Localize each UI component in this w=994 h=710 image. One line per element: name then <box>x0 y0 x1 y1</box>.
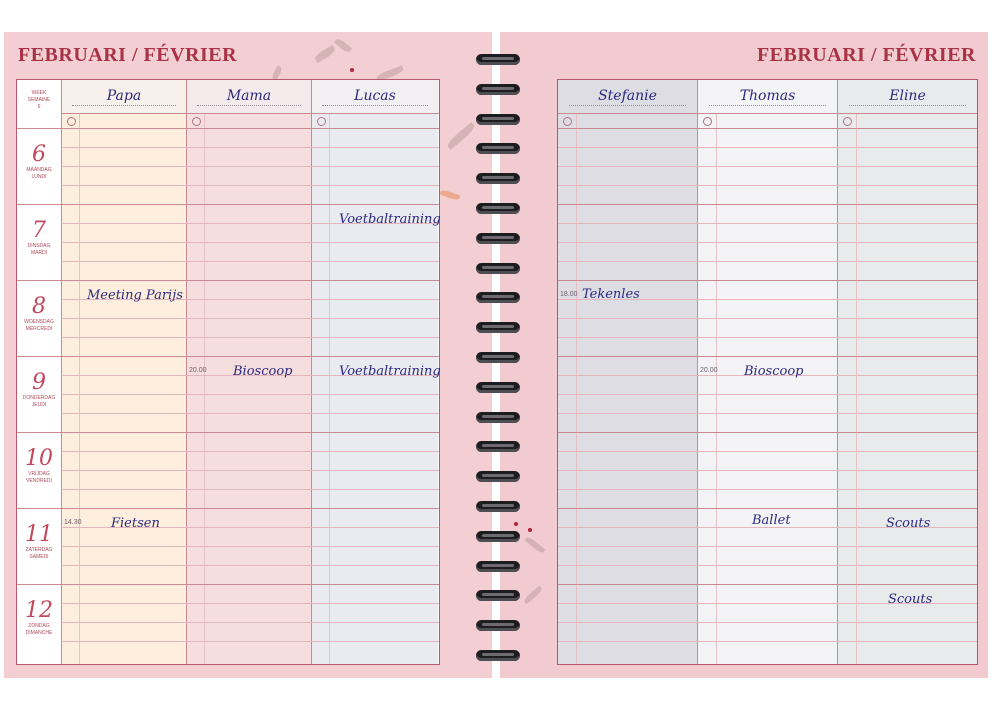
ring-icon <box>476 650 520 661</box>
spiral-ring <box>476 441 520 455</box>
ruled-line <box>61 413 439 414</box>
day-name-nl: ZATERDAG <box>25 547 53 553</box>
ring-icon <box>476 471 520 482</box>
day-name-fr: DIMANCHE <box>25 630 53 636</box>
ruled-line <box>558 394 977 395</box>
divider <box>186 80 187 664</box>
ruled-line <box>61 147 439 148</box>
right-page <box>500 32 988 678</box>
spiral-ring <box>476 471 520 485</box>
day-divider <box>17 356 439 357</box>
ruled-line <box>558 641 977 642</box>
day-number: 10 <box>25 446 53 471</box>
ruled-line <box>61 470 439 471</box>
column-name-papa: Papa <box>62 88 186 108</box>
divider <box>697 80 698 664</box>
entry-eline-sunday[interactable]: Scouts <box>888 592 933 607</box>
entry-mama-thursday[interactable]: Bioscoop <box>233 364 293 379</box>
right-page-title: FEBRUARI / FÉVRIER <box>756 44 976 66</box>
ruled-line <box>558 470 977 471</box>
day-divider <box>17 432 439 433</box>
clock-icon <box>843 117 852 126</box>
ruled-line <box>558 622 977 623</box>
ruled-line <box>61 185 439 186</box>
week-label-nl: WEEK <box>31 90 47 96</box>
day-name-fr: SAMEDI <box>29 554 49 560</box>
ruled-line <box>558 489 977 490</box>
week-number: 6 <box>37 104 41 110</box>
day-divider <box>17 204 439 205</box>
ruled-line <box>61 394 439 395</box>
spiral-ring <box>476 620 520 634</box>
ring-icon <box>476 173 520 184</box>
ruled-line <box>61 261 439 262</box>
day-label <box>17 280 61 356</box>
header-divider <box>61 113 439 114</box>
spiral-ring <box>476 412 520 426</box>
leaf-decoration <box>313 45 336 63</box>
entry-papa-wednesday[interactable]: Meeting Parijs <box>87 288 183 303</box>
stefanie-column <box>558 80 697 664</box>
left-page-title: FEBRUARI / FÉVRIER <box>18 44 238 66</box>
spiral-ring <box>476 54 520 68</box>
time-papa-saturday: 14.30 <box>64 519 82 526</box>
day-label <box>17 204 61 280</box>
column-name-mama: Mama <box>187 88 311 108</box>
ruled-line <box>61 546 439 547</box>
ruled-line <box>61 242 439 243</box>
day-divider <box>558 432 977 433</box>
day-number: 7 <box>32 218 46 243</box>
ring-icon <box>476 590 520 601</box>
ruled-line <box>558 413 977 414</box>
ruled-line <box>558 337 977 338</box>
time-stefanie-wednesday: 18.00 <box>560 291 578 298</box>
berry-decoration <box>528 528 532 532</box>
time-divider <box>716 113 717 664</box>
day-number: 6 <box>32 142 46 167</box>
spiral-ring <box>476 114 520 128</box>
day-name-fr: VENDREDI <box>26 478 52 484</box>
time-divider <box>576 113 577 664</box>
ruled-line <box>558 318 977 319</box>
ring-icon <box>476 561 520 572</box>
spiral-ring <box>476 233 520 247</box>
divider <box>837 80 838 664</box>
clock-icon <box>563 117 572 126</box>
ring-icon <box>476 501 520 512</box>
column-name-stefanie: Stefanie <box>558 88 697 108</box>
time-divider <box>204 113 205 664</box>
day-label <box>17 432 61 508</box>
spiral-ring <box>476 352 520 366</box>
day-label <box>17 508 61 584</box>
column-name-eline: Eline <box>838 88 977 108</box>
week-label <box>17 80 61 128</box>
spiral-ring <box>476 292 520 306</box>
time-divider <box>79 113 80 664</box>
spiral-ring <box>476 501 520 515</box>
ruled-line <box>558 166 977 167</box>
ruled-line <box>61 337 439 338</box>
day-label <box>17 584 61 660</box>
entry-thomas-thursday[interactable]: Bioscoop <box>744 364 804 379</box>
ruled-line <box>558 565 977 566</box>
clock-icon <box>67 117 76 126</box>
spiral-ring <box>476 322 520 336</box>
entry-papa-saturday[interactable]: Fietsen <box>111 516 160 531</box>
ruled-line <box>558 147 977 148</box>
leaf-decoration <box>440 189 461 201</box>
spiral-ring <box>476 263 520 277</box>
leaf-decoration <box>525 536 546 555</box>
berry-decoration <box>514 522 518 526</box>
clock-icon <box>192 117 201 126</box>
day-divider <box>558 584 977 585</box>
ruled-line <box>61 166 439 167</box>
ring-icon <box>476 54 520 65</box>
spiral-ring <box>476 173 520 187</box>
ring-icon <box>476 263 520 274</box>
spiral-ring <box>476 203 520 217</box>
clock-icon <box>703 117 712 126</box>
ruled-line <box>61 622 439 623</box>
time-thomas-thursday: 20.00 <box>700 367 718 374</box>
eline-column <box>838 80 977 664</box>
spiral-ring <box>476 84 520 98</box>
leaf-decoration <box>523 586 544 605</box>
ruled-line <box>61 489 439 490</box>
day-name-fr: JEUDI <box>31 402 47 408</box>
spiral-ring <box>476 561 520 575</box>
day-number: 9 <box>32 370 46 395</box>
column-name-thomas: Thomas <box>698 88 837 108</box>
day-divider <box>17 280 439 281</box>
ring-icon <box>476 531 520 542</box>
time-divider <box>329 113 330 664</box>
ruled-line <box>558 223 977 224</box>
day-divider <box>558 280 977 281</box>
ruled-line <box>558 185 977 186</box>
entry-lucas-thursday[interactable]: Voetbaltraining <box>339 364 441 379</box>
ruled-line <box>61 451 439 452</box>
berry-decoration <box>350 68 354 72</box>
ruled-line <box>558 242 977 243</box>
spiral-ring <box>476 650 520 664</box>
day-name-fr: MARDI <box>30 250 48 256</box>
ruled-line <box>61 603 439 604</box>
ring-icon <box>476 84 520 95</box>
column-name-lucas: Lucas <box>312 88 438 108</box>
ring-icon <box>476 143 520 154</box>
ring-icon <box>476 203 520 214</box>
day-name-nl: MAANDAG <box>26 167 52 173</box>
ruled-line <box>558 546 977 547</box>
day-name-nl: VRIJDAG <box>28 471 50 477</box>
time-divider <box>856 113 857 664</box>
divider <box>311 80 312 664</box>
leaf-decoration <box>445 122 476 150</box>
ring-icon <box>476 352 520 363</box>
spiral-ring <box>476 382 520 396</box>
ring-icon <box>476 233 520 244</box>
day-name-nl: DONDERDAG <box>22 395 56 401</box>
divider <box>61 80 62 664</box>
day-divider <box>558 204 977 205</box>
entry-eline-saturday[interactable]: Scouts <box>886 516 931 531</box>
day-label <box>17 128 61 204</box>
header-bottom <box>17 128 439 129</box>
day-divider <box>558 508 977 509</box>
ring-icon <box>476 292 520 303</box>
ring-icon <box>476 620 520 631</box>
day-name-nl: DINSDAG <box>27 243 51 249</box>
leaf-decoration <box>334 37 352 54</box>
day-divider <box>17 584 439 585</box>
ruled-line <box>558 451 977 452</box>
time-mama-thursday: 20.00 <box>189 367 207 374</box>
ring-icon <box>476 382 520 393</box>
spiral-ring <box>476 590 520 604</box>
day-name-nl: WOENSDAG <box>24 319 54 325</box>
day-name-nl: ZONDAG <box>28 623 50 629</box>
papa-column <box>62 80 186 664</box>
right-planner-grid <box>557 79 978 665</box>
day-name-fr: LUNDI <box>31 174 47 180</box>
header-divider <box>558 113 977 114</box>
ring-icon <box>476 441 520 452</box>
ring-icon <box>476 412 520 423</box>
day-label <box>17 356 61 432</box>
ruled-line <box>61 318 439 319</box>
ring-icon <box>476 114 520 125</box>
week-label-fr: SEMAINE <box>27 97 51 103</box>
left-page <box>4 32 492 678</box>
spiral-ring <box>476 143 520 157</box>
left-planner-grid <box>16 79 440 665</box>
day-divider <box>17 508 439 509</box>
spiral-ring <box>476 531 520 545</box>
ruled-line <box>61 565 439 566</box>
clock-icon <box>317 117 326 126</box>
day-number: 11 <box>25 522 53 547</box>
entry-stefanie-wednesday[interactable]: Tekenles <box>582 287 640 302</box>
ruled-line <box>558 261 977 262</box>
ring-icon <box>476 322 520 333</box>
day-number: 8 <box>32 294 46 319</box>
day-divider <box>558 356 977 357</box>
ruled-line <box>61 641 439 642</box>
header-bottom <box>558 128 977 129</box>
entry-lucas-tuesday[interactable]: Voetbaltraining <box>339 212 441 227</box>
day-name-fr: MERCREDI <box>25 326 53 332</box>
entry-thomas-saturday[interactable]: Ballet <box>752 513 791 528</box>
day-number: 12 <box>25 598 53 623</box>
